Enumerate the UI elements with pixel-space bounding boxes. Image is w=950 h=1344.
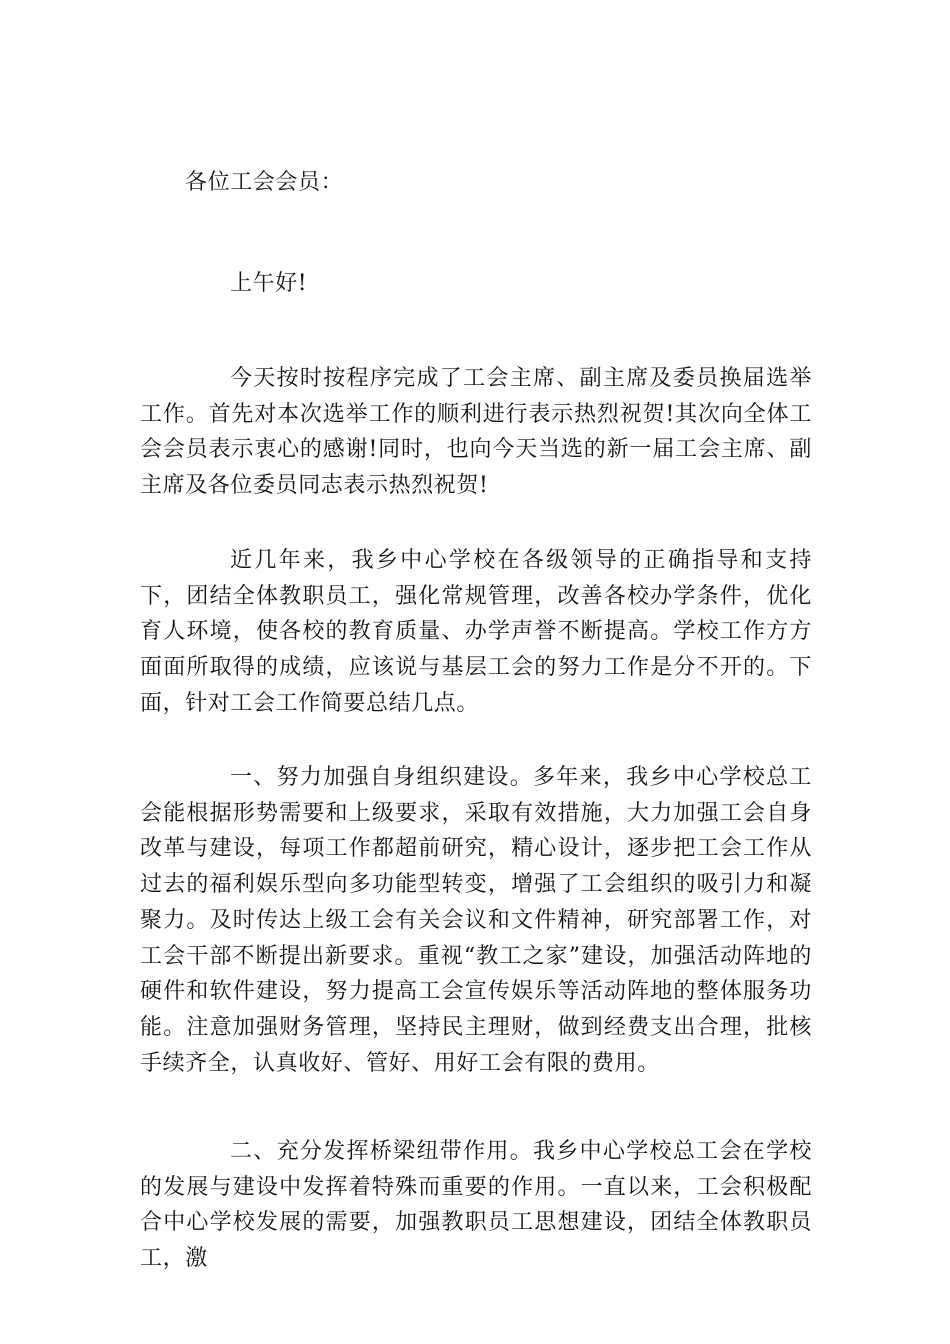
paragraph-election-congratulations: 今天按时按程序完成了工会主席、副主席及委员换届选举工作。首先对本次选举工作的顺利进行表示热烈祝贺!其次向全体工会会员表示衷心的感谢!同时，也向今天当选的新一届工会主席、副主席及各位委员同志表示热烈祝贺! xyxy=(140,366,812,499)
paragraph-school-achievements: 近几年来，我乡中心学校在各级领导的正确指导和支持下，团结全体教职员工，强化常规管理，改善各校办学条件，优化育人环境，使各校的教育质量、办学声誉不断提高。学校工作方方面面所取得的成绩，应该说与基层工会的努力工作是分不开的。下面，针对工会工作简要总结几点。 xyxy=(140,548,812,716)
paragraph-organization-building: 一、努力加强自身组织建设。多年来，我乡中心学校总工会能根据形势需要和上级要求，采取有效措施，大力加强工会自身改革与建设，每项工作都超前研究，精心设计，逐步把工会工作从过去的福利娱乐型向多功能型转变，增强了工会组织的吸引力和凝聚力。及时传达上级工会有关会议和文件精神，研究部署工作，对工会干部不断提出新要求。重视“教工之家”建设，加强活动阵地的硬件和软件建设，努力提高工会宣传娱乐等活动阵地的整体服务功能。注意加强财务管理，坚持民主理财，做到经费支出合理，批核手续齐全，认真收好、管好、用好工会有限的费用。 xyxy=(140,765,812,1076)
paragraph-bridge-role: 二、充分发挥桥梁纽带作用。我乡中心学校总工会在学校的发展与建设中发挥着特殊而重要的作用。一直以来，工会积极配合中心学校发展的需要，加强教职员工思想建设，团结全体教职员工，激 xyxy=(140,1139,812,1272)
salutation: 各位工会会员： xyxy=(185,170,344,195)
greeting: 上午好! xyxy=(230,271,308,296)
